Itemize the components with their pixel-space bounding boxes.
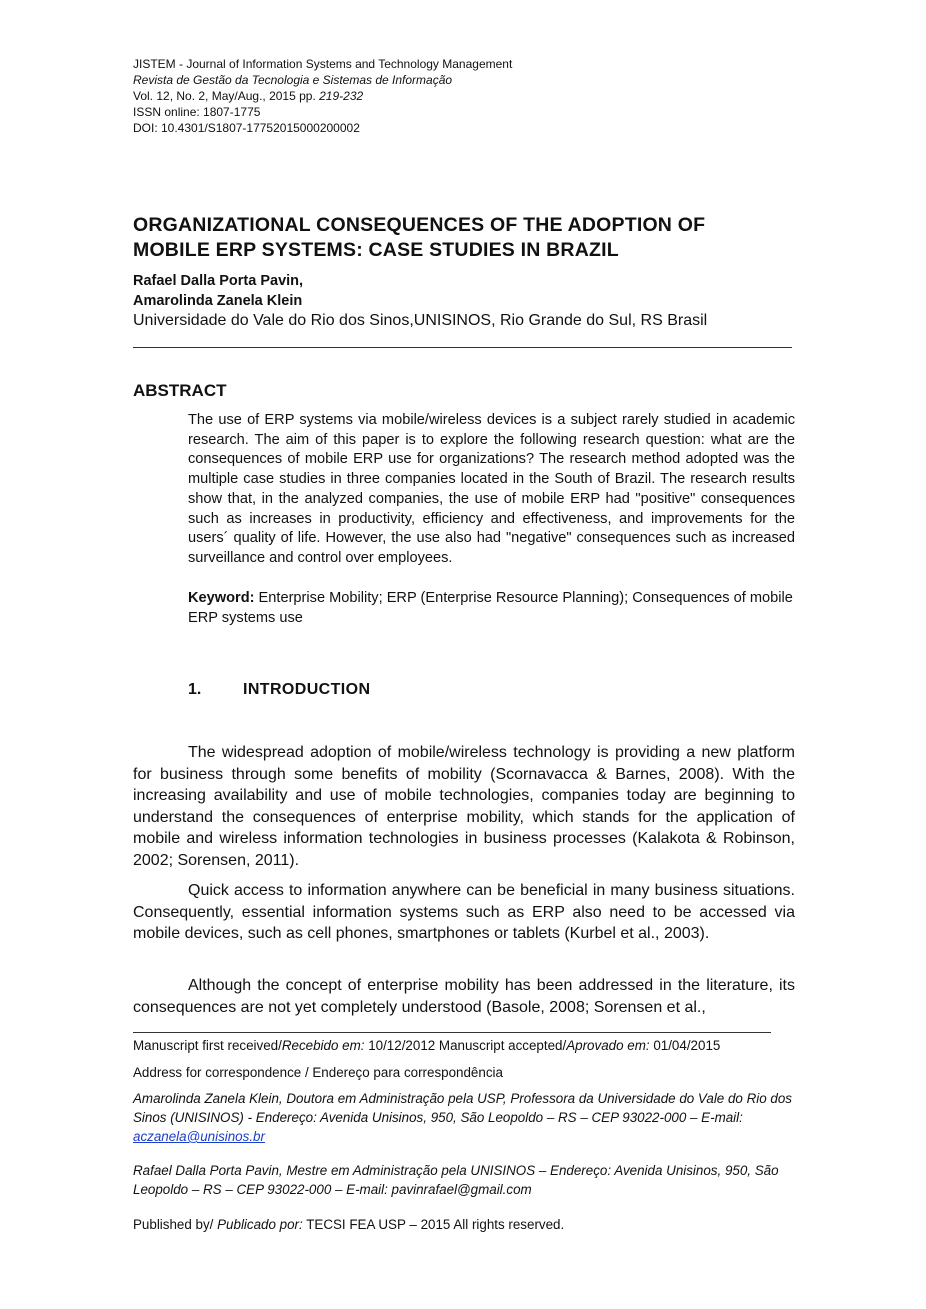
intro-paragraph-3: Although the concept of enterprise mobility has been addressed in the literature, its consequences are not yet completely understood (Basole, 2008; Sorensen et al., [133,977,795,1016]
received-date: 10/12/2012 Manuscript accepted/ [364,1038,567,1053]
journal-name: JISTEM - Journal of Information Systems and Technology Management [133,57,513,71]
received-label-pt: Recebido em: [281,1038,365,1053]
journal-name-pt: Revista de Gestão da Tecnologia e Sistemas de Informação [133,73,453,87]
paper-title [133,213,813,263]
paper-title-line-1: ORGANIZATIONAL CONSEQUENCES OF THE ADOPTION OF [133,214,706,236]
keyword-label: Keyword: [188,590,255,606]
doi: DOI: 10.4301/S1807-17752015000200002 [133,121,360,135]
intro-paragraph-2: Quick access to information anywhere can be beneficial in many business situations. Consequently, essential information systems such as ERP also need to be accessed via mobile devices, such as cell phones, smartphones or tablets (Kurbel et al., 2003). [133,882,795,942]
volume-prefix: Vol. 12, No. 2, May/Aug., 2015 pp. [133,89,320,103]
section-number: 1. [188,681,202,698]
author-1: Rafael Dalla Porta Pavin, [133,273,304,289]
page-range: 219-232 [319,89,364,103]
published-label: Published by/ [133,1217,218,1232]
author-1-email-link[interactable]: aczanela@unisinos.br [133,1129,265,1144]
keywords [188,589,795,628]
footnote-divider [133,1032,771,1033]
issn: ISSN online: 1807-1775 [133,105,261,119]
abstract-heading: ABSTRACT [133,381,227,400]
author-2-note: Rafael Dalla Porta Pavin, Mestre em Administração pela UNISINOS – Endereço: Avenida Unisinos, 950, São Leopoldo – RS – CEP 93022-000 – E-mail: pavinrafael@gmail.com [133,1163,779,1197]
title-divider [133,347,792,348]
publisher-line [133,1215,795,1234]
accepted-label-pt: Aprovado em: [566,1038,650,1053]
volume-info [133,88,363,104]
author-1-note [133,1089,795,1146]
keyword-list: Enterprise Mobility; ERP (Enterprise Resource Planning); Consequences of mobile ERP systems use [188,590,793,626]
published-label-pt: Publicado por: [217,1217,303,1232]
section-title: INTRODUCTION [243,681,371,698]
manuscript-dates [133,1036,795,1055]
intro-paragraph-1: The widespread adoption of mobile/wireless technology is providing a new platform for business through some benefits of mobility (Scornavacca & Barnes, 2008). With the increasing availability and use of mobile technologies, companies today are beginning to understand the consequences of enterprise mobility, which stands for the application of mobile and wireless information technologies in business processes (Kalakota & Robinson, 2002; Sorensen, 2011). [133,744,795,869]
accepted-date: 01/04/2015 [649,1038,721,1053]
received-label: Manuscript first received/ [133,1038,282,1053]
abstract-text: The use of ERP systems via mobile/wireless devices is a subject rarely studied in academic research. The aim of this paper is to explore the following research question: what are the consequences of mobile ERP use for organizations? The research method adopted was the multiple case studies in three companies located in the South of Brazil. The research results show that, in the analyzed companies, the use of mobile ERP had "positive" consequences such as increases in productivity, efficiency and effectiveness, and improvements for the users´ quality of life. However, the use also had "negative" consequences such as increased surveillance and control over employees. [188,412,795,566]
author-2: Amarolinda Zanela Klein [133,293,303,309]
publisher: TECSI FEA USP – 2015 All rights reserved. [302,1217,565,1232]
author-1-note-text: Amarolinda Zanela Klein, Doutora em Administração pela USP, Professora da Universidade do Vale do Rio dos Sinos (UNISINOS) - Endereço: Avenida Unisinos, 950, São Leopoldo – RS – CEP 93022-000 – E-mail: [133,1091,792,1125]
correspondence-label: Address for correspondence / Endereço para correspondência [133,1065,503,1080]
paper-title-line-2: MOBILE ERP SYSTEMS: CASE STUDIES IN BRAZIL [133,239,619,261]
affiliation: Universidade do Vale do Rio dos Sinos,UNISINOS, Rio Grande do Sul, RS Brasil [133,312,708,329]
